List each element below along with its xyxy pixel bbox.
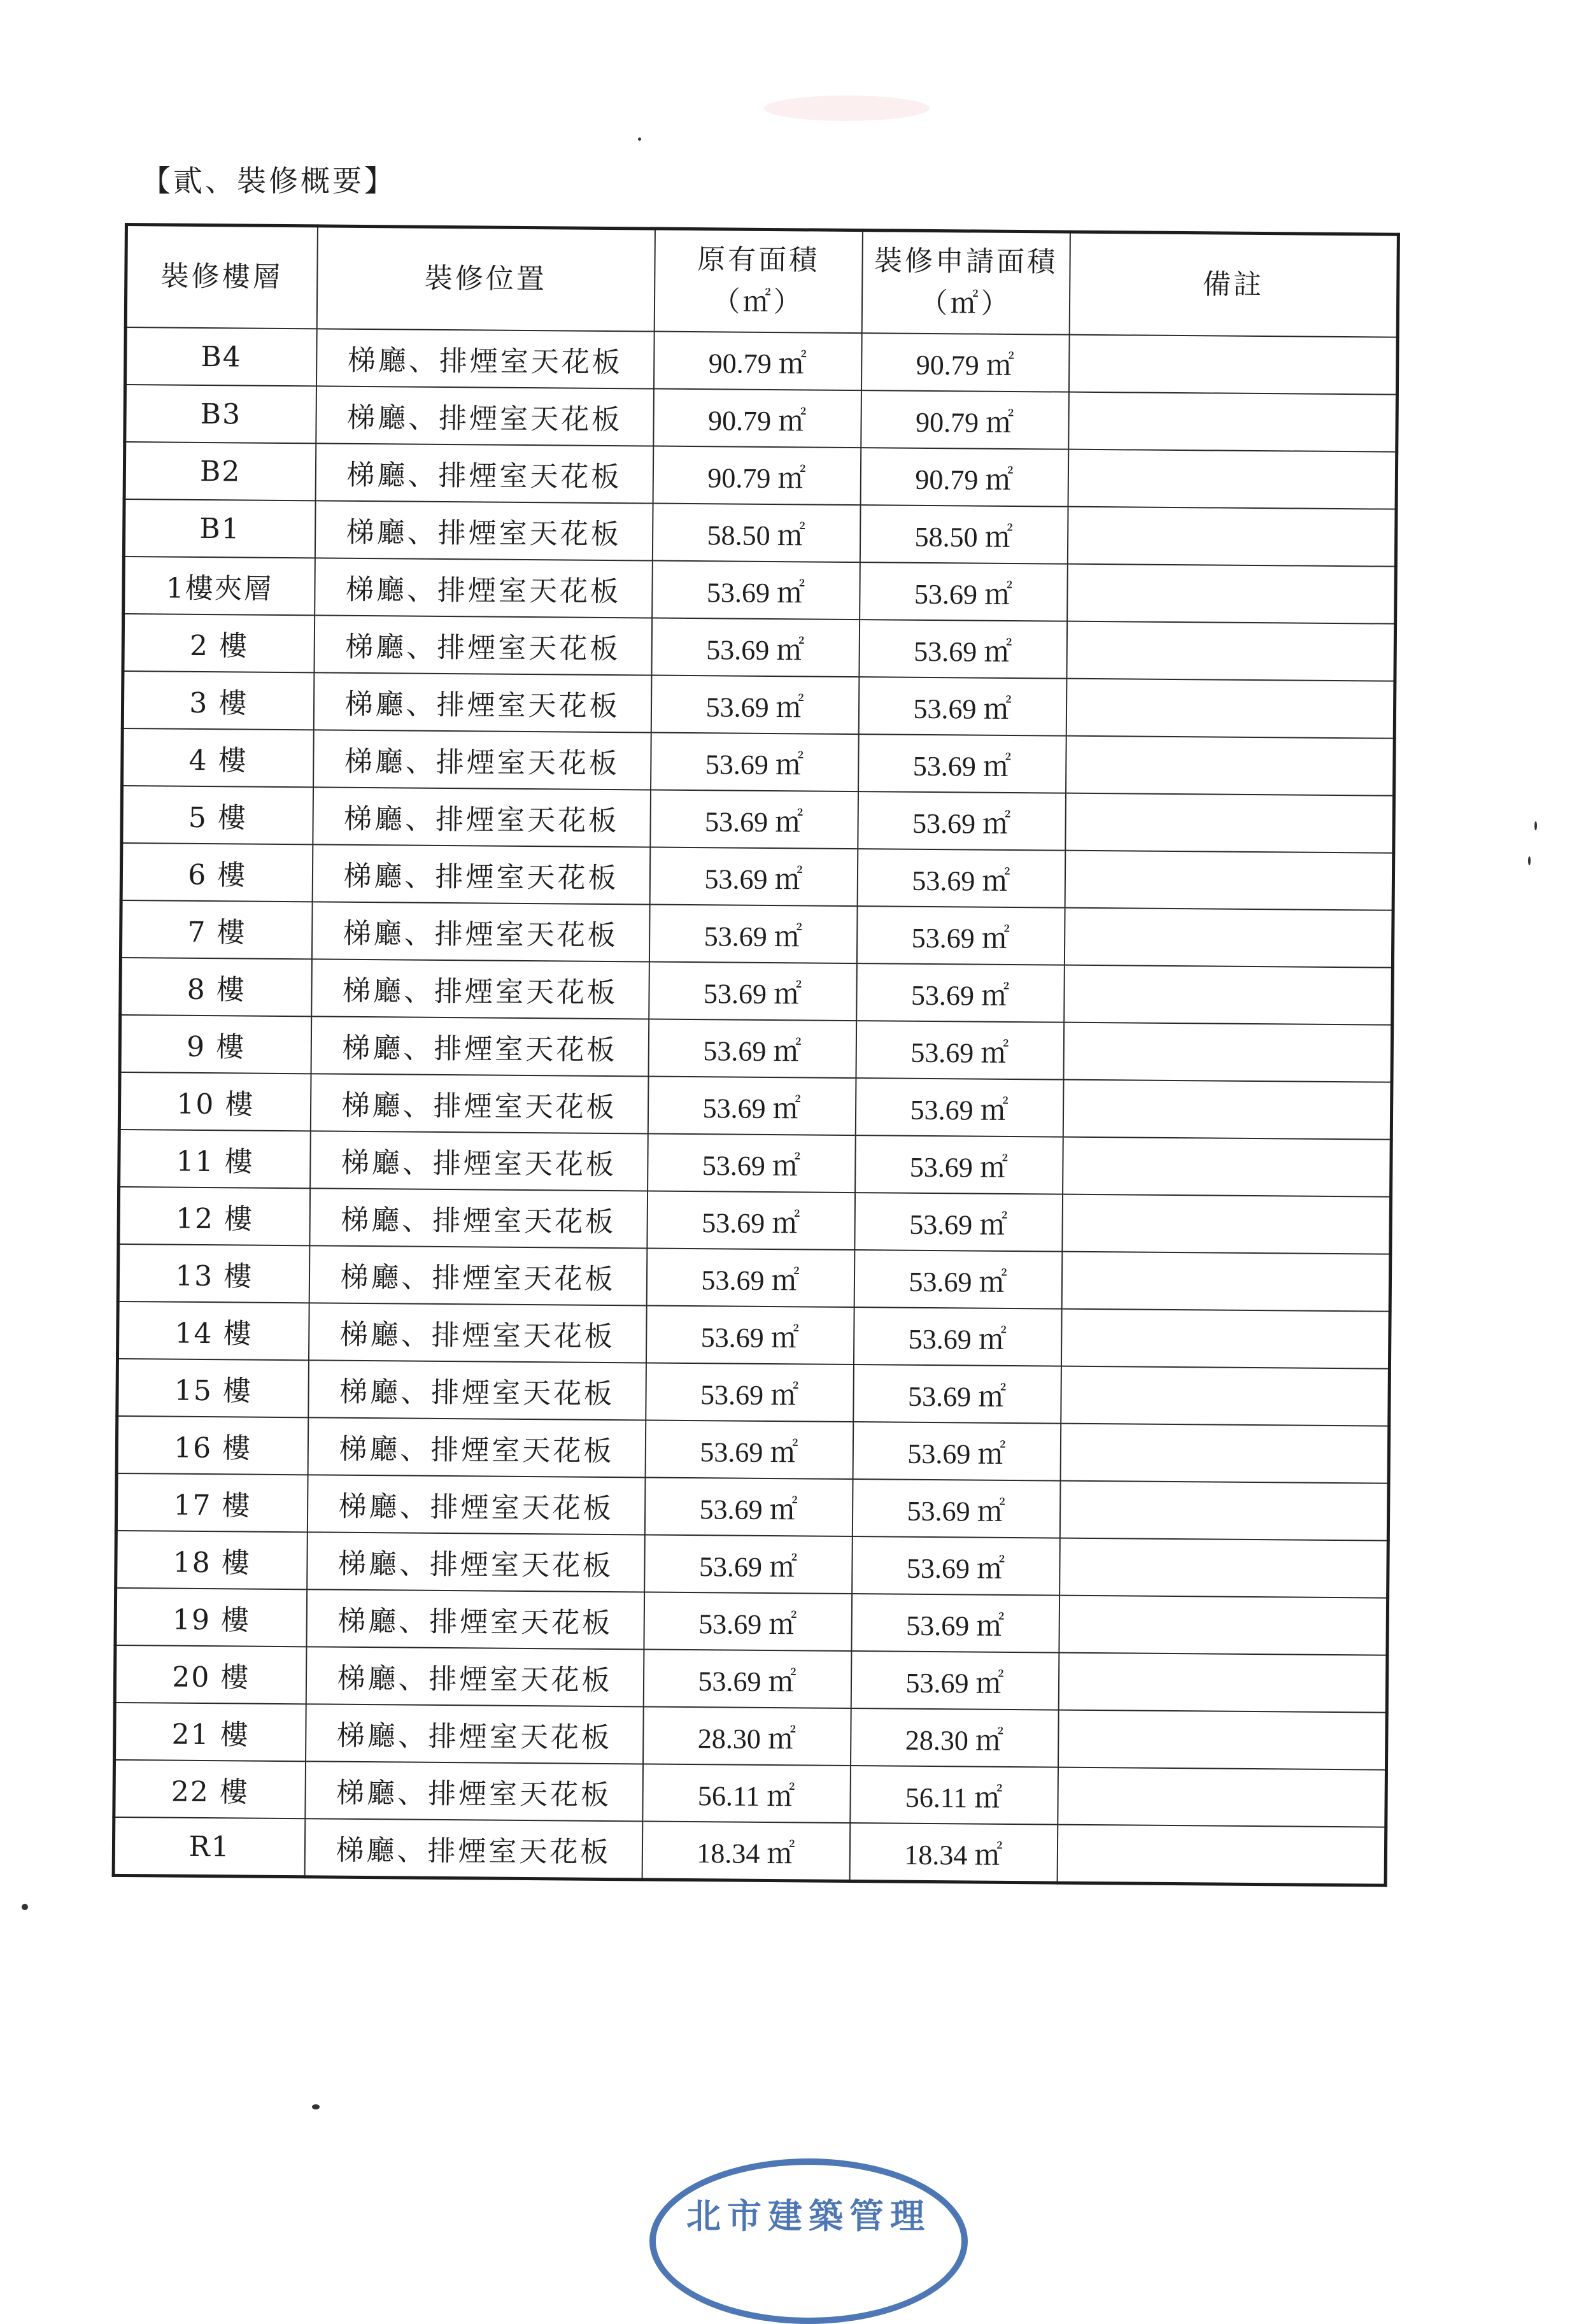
cell-applied-area: 53.69 ㎡ [852,1479,1060,1538]
cell-floor: 18 樓 [116,1531,308,1589]
cell-floor: 8 樓 [120,958,312,1016]
cell-remarks [1061,1252,1391,1312]
cell-remarks [1068,392,1398,452]
cell-original-area: 53.69 ㎡ [649,962,857,1021]
cell-location: 梯廳、排煙室天花板 [312,844,650,904]
table-row [117,1416,1389,1484]
cell-floor: B3 [125,385,316,443]
cell-original-area: 53.69 ㎡ [647,1191,855,1250]
table-row [117,1301,1390,1369]
cell-floor: 17 樓 [116,1473,308,1532]
cell-applied-area: 53.69 ㎡ [854,1193,1063,1252]
table-row [122,786,1394,853]
cell-remarks [1067,564,1396,624]
cell-remarks [1061,1309,1390,1369]
table-row [119,1072,1392,1140]
table-row [116,1473,1389,1541]
table-row [124,556,1396,624]
cell-applied-area: 53.69 ㎡ [853,1364,1061,1424]
table-row [119,1130,1392,1197]
cell-location: 梯廳、排煙室天花板 [313,730,651,790]
scan-speck [312,2104,320,2109]
cell-original-area: 90.79 ㎡ [653,332,861,391]
renovation-summary-table [112,223,1400,1887]
cell-applied-area: 90.79 ㎡ [860,448,1068,507]
cell-remarks [1057,1825,1386,1886]
cell-original-area: 90.79 ㎡ [653,446,861,506]
cell-original-area: 53.69 ㎡ [652,561,860,620]
header-applied-area: 裝修申請面積（㎡） [861,230,1070,335]
cell-remarks [1061,1366,1390,1426]
cell-remarks [1059,1481,1389,1541]
cell-remarks [1064,908,1393,968]
cell-applied-area: 90.79 ㎡ [861,390,1069,450]
cell-original-area: 53.69 ㎡ [644,1477,853,1536]
cell-remarks [1058,1710,1387,1770]
cell-original-area: 53.69 ㎡ [650,790,858,849]
cell-location: 梯廳、排煙室天花板 [316,329,654,388]
header-floor: 裝修樓層 [125,225,317,329]
cell-original-area: 53.69 ㎡ [645,1420,853,1479]
cell-original-area: 53.69 ㎡ [646,1305,854,1364]
cell-location: 梯廳、排煙室天花板 [308,1303,646,1363]
cell-original-area: 53.69 ㎡ [643,1649,851,1708]
cell-floor: B1 [124,499,315,558]
header-remarks: 備註 [1069,232,1398,337]
cell-original-area: 90.79 ㎡ [653,389,861,448]
cell-location: 梯廳、排煙室天花板 [307,1532,645,1592]
cell-original-area: 53.69 ㎡ [644,1592,852,1651]
cell-remarks [1063,1137,1392,1197]
cell-location: 梯廳、排煙室天花板 [311,1016,649,1076]
cell-floor: 14 樓 [117,1301,309,1360]
cell-applied-area: 53.69 ㎡ [856,1021,1064,1080]
cell-floor: 1樓夾層 [124,556,315,615]
cell-location: 梯廳、排煙室天花板 [315,558,653,618]
cell-applied-area: 53.69 ㎡ [857,849,1065,908]
cell-floor: 7 樓 [120,900,312,959]
cell-applied-area: 58.50 ㎡ [860,505,1068,564]
cell-floor: B2 [124,442,316,500]
table-row [120,900,1393,968]
cell-floor: 12 樓 [118,1187,310,1245]
scan-speck [1528,856,1531,865]
cell-location: 梯廳、排煙室天花板 [305,1761,643,1821]
table-row [113,1817,1386,1885]
cell-original-area: 58.50 ㎡ [652,504,860,563]
cell-applied-area: 90.79 ㎡ [861,333,1069,392]
cell-original-area: 53.69 ㎡ [651,618,860,677]
cell-location: 梯廳、排煙室天花板 [308,1417,646,1477]
official-seal-stamp [649,2158,968,2324]
cell-location: 梯廳、排煙室天花板 [308,1360,646,1420]
cell-remarks [1067,507,1396,567]
cell-floor: 6 樓 [121,843,313,902]
cell-applied-area: 53.69 ㎡ [859,620,1067,679]
cell-applied-area: 53.69 ㎡ [856,906,1065,965]
cell-location: 梯廳、排煙室天花板 [304,1818,642,1880]
cell-applied-area: 53.69 ㎡ [858,734,1066,793]
cell-location: 梯廳、排煙室天花板 [311,902,649,961]
cell-floor: 22 樓 [114,1760,306,1818]
header-original-area: 原有面積（㎡） [654,229,862,333]
cell-remarks [1062,1194,1391,1254]
cell-applied-area: 53.69 ㎡ [858,791,1066,851]
cell-original-area: 53.69 ㎡ [648,1133,856,1193]
cell-location: 梯廳、排煙室天花板 [313,672,651,732]
table-row [124,442,1397,509]
cell-remarks [1066,736,1395,796]
cell-applied-area: 53.69 ㎡ [856,963,1065,1023]
cell-remarks [1065,793,1394,853]
cell-location: 梯廳、排煙室天花板 [310,1131,648,1191]
table-row [122,728,1395,796]
cell-floor: 4 樓 [122,728,314,787]
cell-location: 梯廳、排煙室天花板 [307,1475,645,1534]
table-row [117,1359,1390,1426]
cell-location: 梯廳、排煙室天花板 [314,615,652,675]
section-heading: 【貳、裝修概要】 [141,164,396,198]
table-row [115,1588,1388,1655]
faint-stain [764,96,930,121]
table-row [118,1187,1391,1254]
cell-floor: 10 樓 [119,1072,311,1131]
cell-original-area: 53.69 ㎡ [651,676,859,735]
cell-location: 梯廳、排煙室天花板 [306,1647,644,1706]
table-row [121,843,1394,910]
table-row [122,671,1395,739]
cell-original-area: 53.69 ㎡ [651,733,859,792]
cell-remarks [1063,1023,1392,1082]
cell-applied-area: 53.69 ㎡ [851,1651,1059,1710]
cell-applied-area: 53.69 ㎡ [853,1422,1061,1481]
cell-remarks [1059,1538,1389,1598]
scan-speck [638,138,641,141]
scan-speck [1534,821,1537,830]
cell-applied-area: 53.69 ㎡ [858,677,1066,736]
cell-floor: 19 樓 [115,1588,307,1647]
table-row [125,327,1398,395]
cell-location: 梯廳、排煙室天花板 [306,1704,644,1764]
cell-applied-area: 28.30 ㎡ [851,1708,1059,1768]
cell-floor: 3 樓 [122,671,314,730]
cell-remarks [1058,1653,1387,1713]
cell-remarks [1066,679,1395,739]
cell-location: 梯廳、排煙室天花板 [316,386,654,446]
cell-remarks [1065,851,1394,910]
cell-location: 梯廳、排煙室天花板 [306,1589,644,1649]
table-row [115,1703,1387,1770]
cell-floor: 9 樓 [120,1015,311,1073]
cell-original-area: 53.69 ㎡ [644,1534,853,1594]
cell-floor: 21 樓 [115,1703,306,1761]
cell-floor: 16 樓 [117,1416,308,1475]
table-row [114,1760,1387,1827]
table-row [120,958,1393,1025]
cell-location: 梯廳、排煙室天花板 [315,500,653,560]
scan-speck [22,1904,28,1910]
cell-location: 梯廳、排煙室天花板 [311,959,649,1019]
table-body [113,327,1398,1885]
table-row [125,385,1398,452]
cell-original-area: 53.69 ㎡ [646,1363,854,1422]
cell-original-area: 53.69 ㎡ [648,1076,856,1135]
cell-floor: 11 樓 [119,1130,311,1188]
cell-floor: 15 樓 [117,1359,309,1417]
cell-floor: 5 樓 [122,786,313,844]
cell-original-area: 53.69 ㎡ [648,1019,856,1079]
renovation-summary-table-wrapper [112,223,1397,1887]
cell-remarks [1060,1424,1389,1484]
cell-remarks [1063,1080,1392,1140]
cell-floor: 2 樓 [123,614,315,672]
table-header-row [125,225,1398,337]
cell-applied-area: 53.69 ㎡ [854,1250,1062,1309]
table-row [116,1531,1389,1598]
cell-remarks [1068,450,1397,509]
cell-applied-area: 53.69 ㎡ [855,1135,1063,1194]
cell-applied-area: 53.69 ㎡ [860,562,1068,621]
cell-remarks [1066,621,1396,681]
cell-remarks [1064,965,1393,1025]
table-row [118,1244,1391,1312]
cell-applied-area: 18.34 ㎡ [849,1823,1058,1883]
cell-applied-area: 56.11 ㎡ [850,1766,1058,1825]
cell-location: 梯廳、排煙室天花板 [313,787,651,847]
cell-floor: 20 樓 [115,1645,306,1704]
cell-applied-area: 53.69 ㎡ [855,1078,1063,1137]
cell-original-area: 56.11 ㎡ [642,1764,851,1823]
cell-applied-area: 53.69 ㎡ [853,1307,1061,1366]
cell-original-area: 53.69 ㎡ [649,905,857,964]
stamp-text: 北市建築管理 [686,2195,931,2236]
cell-location: 梯廳、排煙室天花板 [309,1245,647,1305]
cell-floor: 13 樓 [118,1244,309,1303]
cell-location: 梯廳、排煙室天花板 [310,1073,648,1133]
cell-applied-area: 53.69 ㎡ [851,1594,1059,1653]
cell-floor: R1 [113,1817,305,1877]
cell-original-area: 18.34 ㎡ [642,1821,850,1881]
cell-floor: B4 [125,327,317,386]
header-location: 裝修位置 [316,226,655,332]
table-row [124,499,1396,567]
cell-remarks [1058,1768,1387,1827]
cell-original-area: 28.30 ㎡ [643,1706,851,1766]
cell-applied-area: 53.69 ㎡ [852,1536,1060,1596]
cell-location: 梯廳、排煙室天花板 [309,1188,648,1248]
table-row [120,1015,1392,1082]
cell-location: 梯廳、排煙室天花板 [315,443,653,503]
cell-original-area: 53.69 ㎡ [646,1248,854,1307]
table-row [123,614,1396,681]
cell-remarks [1068,335,1398,395]
table-row [115,1645,1387,1713]
cell-original-area: 53.69 ㎡ [649,847,858,907]
cell-remarks [1059,1596,1388,1655]
